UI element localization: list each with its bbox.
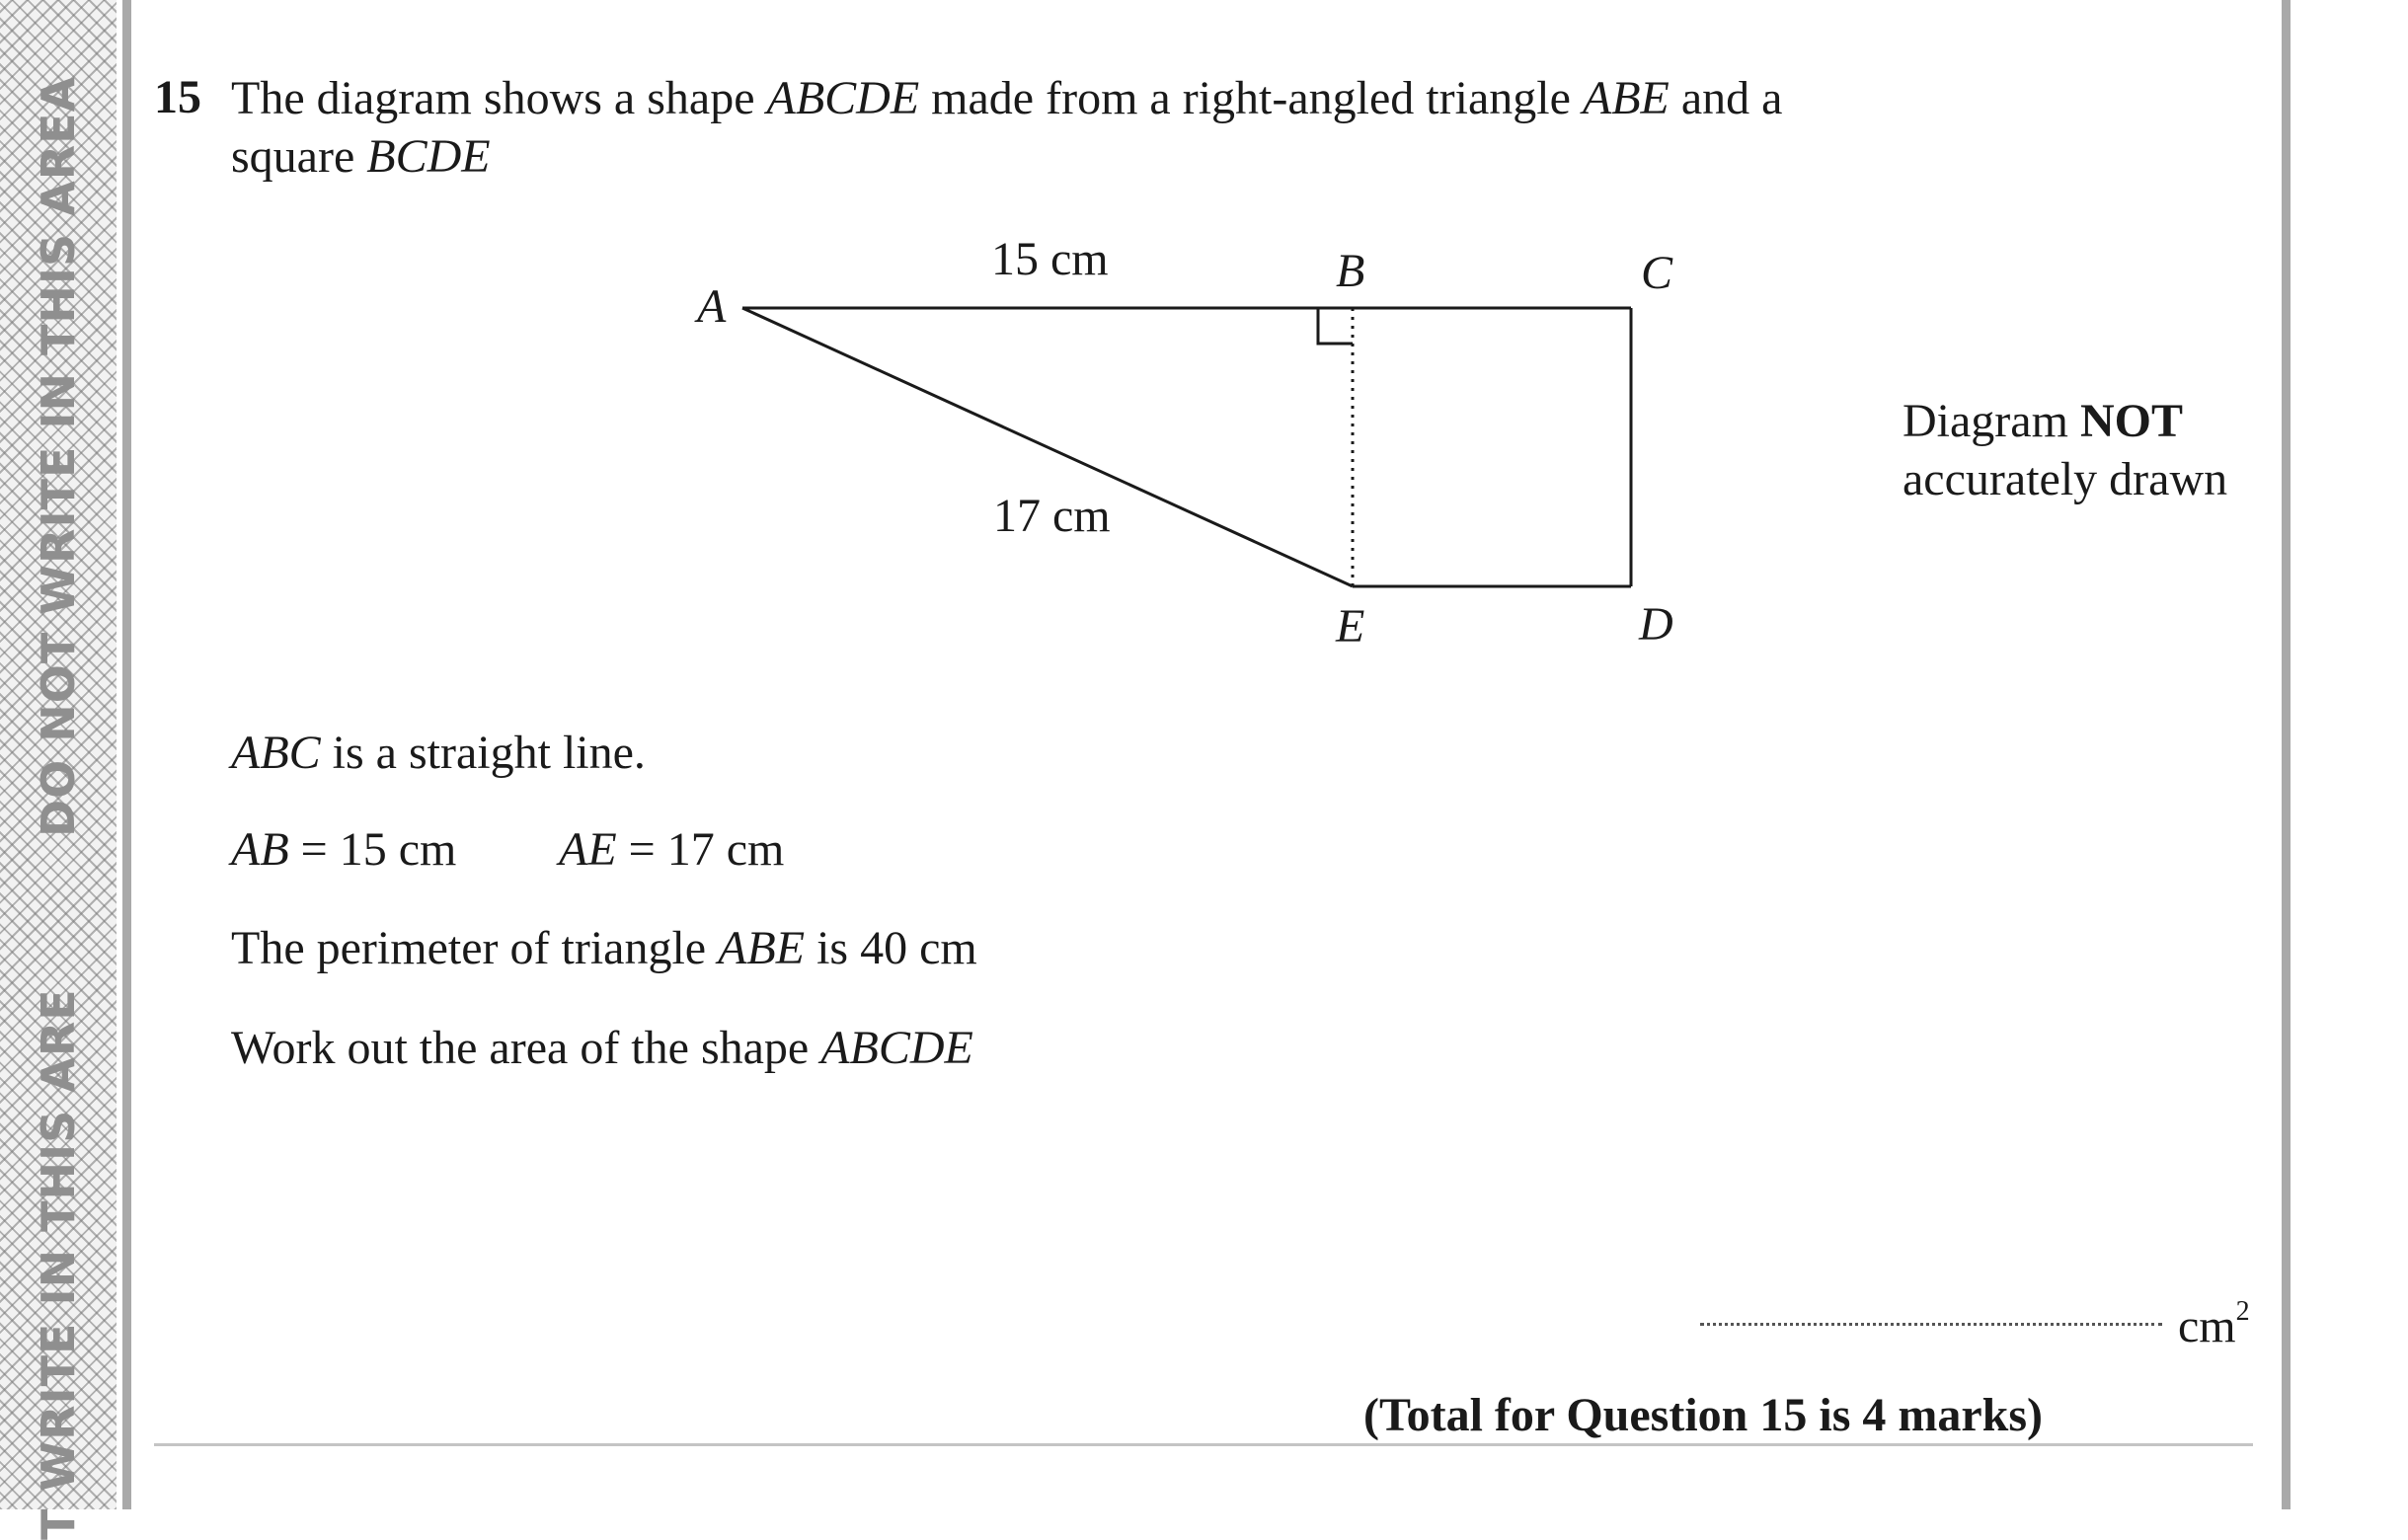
diagram-note: Diagram NOT accurately drawn — [1903, 395, 2228, 505]
vertex-label-c: C — [1641, 247, 1673, 299]
task-instruction: Work out the area of the shape ABCDE — [231, 1022, 973, 1074]
side-ae — [742, 308, 1353, 586]
margin-warning-text-lower: T WRITE IN THIS ARE — [32, 988, 85, 1540]
vertex-label-e: E — [1336, 600, 1365, 653]
fact-ab-length: AB = 15 cm — [231, 823, 457, 876]
right-angle-marker — [1318, 308, 1353, 344]
length-label-ae: 17 cm — [993, 490, 1111, 542]
vertex-label-d: D — [1639, 598, 1673, 651]
answer-line[interactable] — [1700, 1323, 2162, 1326]
fact-perimeter: The perimeter of triangle ABE is 40 cm — [231, 922, 977, 974]
margin-warning-text: DO NOT WRITE IN THIS AREA — [32, 75, 85, 837]
divider-rule — [154, 1443, 2253, 1446]
question-intro: The diagram shows a shape ABCDE made from a right-angled triangle ABE and a square BCDE — [231, 72, 1783, 183]
fact-straight-line: ABC is a straight line. — [231, 727, 646, 779]
vertex-label-b: B — [1336, 245, 1365, 297]
vertex-label-a: A — [697, 280, 727, 333]
length-label-ab: 15 cm — [991, 233, 1109, 285]
question-number: 15 — [154, 71, 201, 123]
answer-unit: $cm^2$ — [2178, 1296, 2250, 1352]
fact-ae-length: AE = 17 cm — [559, 823, 785, 876]
question-total-marks: (Total for Question 15 is 4 marks) — [1363, 1389, 2044, 1441]
